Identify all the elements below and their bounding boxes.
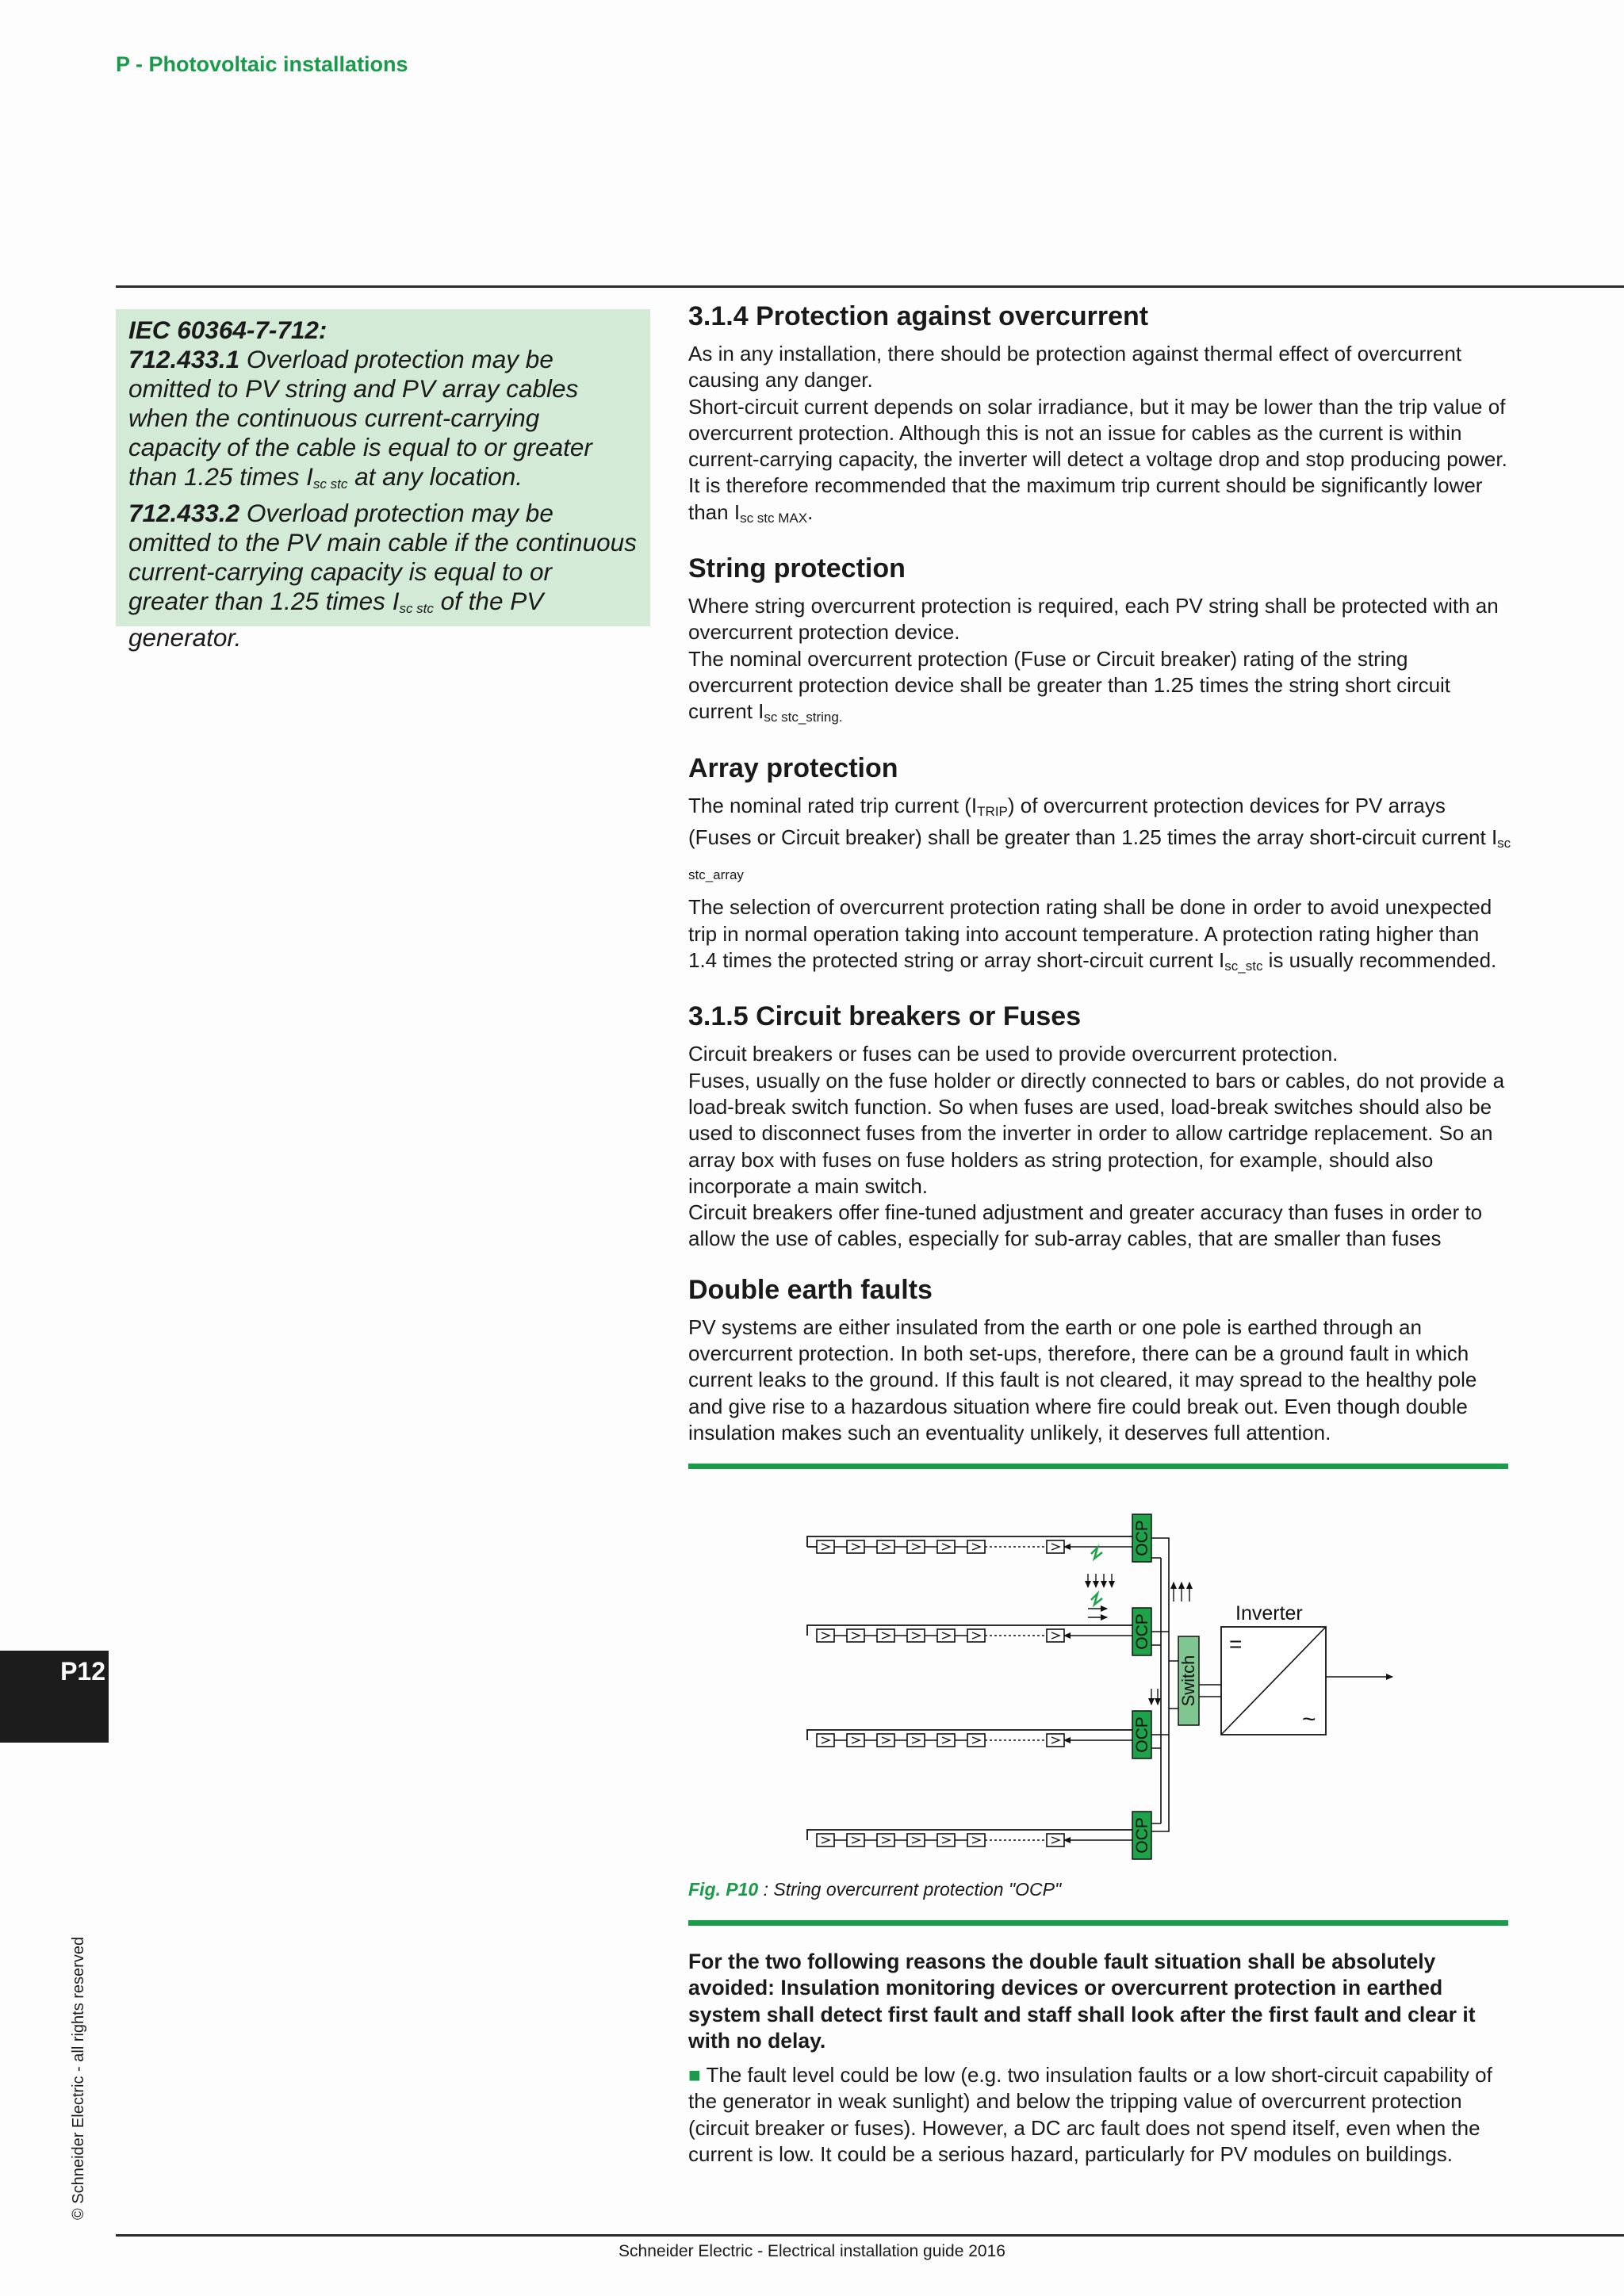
bottom-divider xyxy=(116,2234,1624,2237)
section-header: P - Photovoltaic installations xyxy=(116,52,408,76)
page-tab xyxy=(0,1651,109,1743)
subscript: sc stc_string. xyxy=(764,710,843,725)
subscript: sc_stc xyxy=(1224,959,1263,974)
subscript: sc stc xyxy=(312,476,348,492)
ocp-label: OCP xyxy=(1133,1520,1151,1556)
paragraph: As in any installation, there should be protection against thermal effect of overcurrent causing any danger. xyxy=(688,342,1462,392)
paragraph: The nominal rated trip current $(I_{TRIP})$ of overcurrent protection devices for PV arrays (Fuses or Circuit breaker) shall be greater than 1.25 times the array short-circuit current $I_{sc stc\_array}$ xyxy=(688,793,1511,883)
footer-text: Schneider Electric - Electrical installation guide 2016 xyxy=(619,2242,1005,2260)
section-heading: String protection xyxy=(688,553,906,584)
figure-bottom-rule xyxy=(688,1920,1508,1926)
list-item: ■ The fault level could be low (e.g. two insulation faults or a low short-circuit capability of the generator in weak sunlight) and below the tripping value of overcurrent protection (circuit breaker or fuses). However, a DC arc fault does not spend itself, even when the current is low. It could be a serious hazard, particularly for PV modules on buildings. xyxy=(688,2063,1492,2167)
caption-text: : String overcurrent protection "OCP" xyxy=(758,1879,1062,1900)
switch-label: Switch xyxy=(1178,1655,1198,1707)
ocp-label: OCP xyxy=(1133,1716,1151,1753)
clause-number: 712.433.1 xyxy=(128,345,240,373)
top-divider xyxy=(116,285,1624,288)
section-heading: 3.1.4 Protection against overcurrent xyxy=(688,301,1149,331)
pv-strings xyxy=(807,1536,1134,1840)
ocp-devices xyxy=(1132,1514,1151,1859)
ocp-label: OCP xyxy=(1133,1613,1151,1650)
paragraph: The selection of overcurrent protection rating shall be done in order to avoid unexpected trip in normal operation taking into account temperature. A protection rating higher than 1.4 times the protected string or array short-circuit current $I_{sc\_stc}$ is usually recommended. xyxy=(688,895,1497,974)
ocp-label: OCP xyxy=(1133,1817,1151,1854)
clause-text: at any location. xyxy=(347,462,523,491)
section-3-1-4 xyxy=(688,300,1513,531)
standard-title: IEC 60364-7-712: xyxy=(128,316,327,344)
module-row xyxy=(817,1734,1064,1747)
section-heading: Double earth faults xyxy=(688,1274,933,1305)
dc-symbol: = xyxy=(1229,1632,1243,1656)
paragraph: Where string overcurrent protection is required, each PV string shall be protected with an overcurrent protection device. xyxy=(688,594,1499,645)
standard-sidebar-box xyxy=(116,309,650,652)
paragraph: PV systems are either insulated from the earth or one pole is earthed through an overcurrent protection. In both set-ups, therefore, there can be a ground fault in which current leaks to the ground. If this fault is not cleared, it may spread to the healthy pole and give rise to a hazardous situation where fire could break out. Even though double insulation makes such an eventuality unlikely, it deserves full attention. xyxy=(688,1314,1477,1445)
module-row xyxy=(817,1540,1064,1553)
section-double-earth-faults xyxy=(688,1273,1513,1446)
clause-712-433-1 xyxy=(128,345,638,499)
paragraph: Circuit breakers or fuses can be used to provide overcurrent protection. xyxy=(688,1042,1339,1066)
copyright-notice: © Schneider Electric - all rights reserved xyxy=(70,1936,87,2220)
string-ocp-diagram xyxy=(682,1490,1411,1871)
lead-paragraph: For the two following reasons the double fault situation shall be absolutely avoided: Insulation monitoring devices or overcurrent protection in earthed system shall detect first fault and staff shall look after the first fault and clear it with no delay. xyxy=(688,1950,1476,2053)
module-row xyxy=(817,1834,1064,1846)
inverter-label: Inverter xyxy=(1235,1602,1303,1624)
clause-text: Overload protection may be omitted to PV string and PV array cables when the continuous current-carrying capacity of the cable is equal to or greater than 1.25 times I xyxy=(128,345,592,491)
clause-text: of the PV generator. xyxy=(128,587,544,652)
subscript: sc stc_array xyxy=(688,835,1511,883)
paragraph: Fuses, usually on the fuse holder or directly connected to bars or cables, do not provide a load-break switch function. So when fuses are used, load-break switches should also be used to disconnect fuses from the inverter in order to allow cartridge replacement. So an array box with fuses on fuse holders as string protection, for example, should also incorporate a main switch. xyxy=(688,1068,1505,1198)
main-column xyxy=(688,300,1513,1467)
clause-text: Overload protection may be omitted to the PV main cable if the continuous current-carrying capacity is equal to or greater than 1.25 times I xyxy=(128,499,637,615)
subscript: sc stc MAX xyxy=(740,510,808,526)
clause-number: 712.433.2 xyxy=(128,499,240,527)
ac-symbol: ~ xyxy=(1302,1706,1316,1732)
figure-number: Fig. P10 xyxy=(688,1879,759,1900)
subscript: sc stc xyxy=(399,601,434,616)
clause-712-433-2 xyxy=(128,499,638,652)
section-array-protection xyxy=(688,752,1513,980)
double-fault-reasons xyxy=(688,1949,1513,2168)
section-string-protection xyxy=(688,552,1513,730)
bullet-icon: ■ xyxy=(688,2063,701,2087)
figure-caption xyxy=(688,1879,1061,1900)
module-row xyxy=(817,1629,1064,1642)
section-heading: Array protection xyxy=(688,752,898,783)
subscript: TRIP xyxy=(977,803,1008,819)
paragraph: Circuit breakers offer fine-tuned adjustment and greater accuracy than fuses in order to allow the use of cables, especially for sub-array cables, that are smaller than fuses xyxy=(688,1200,1483,1251)
section-3-1-5 xyxy=(688,1000,1513,1252)
page-number: P12 xyxy=(60,1657,105,1686)
sunlight-icon xyxy=(1091,1548,1102,1605)
paragraph: Short-circuit current depends on solar irradiance, but it may be lower than the trip value of overcurrent protection. Although this is not an issue for cables as the current is within current-carrying capacity, the inverter will detect a voltage drop and stop producing power. It is therefore recommended that the maximum trip current should be significantly lower than $I_{sc stc MAX}$. xyxy=(688,394,1507,526)
paragraph: The nominal overcurrent protection (Fuse or Circuit breaker) rating of the string overcurrent protection device shall be greater than 1.25 times the string short circuit current $I_{sc stc\_string.}$ xyxy=(688,646,1451,725)
figure-top-rule xyxy=(688,1464,1508,1469)
section-heading: 3.1.5 Circuit breakers or Fuses xyxy=(688,1001,1082,1032)
